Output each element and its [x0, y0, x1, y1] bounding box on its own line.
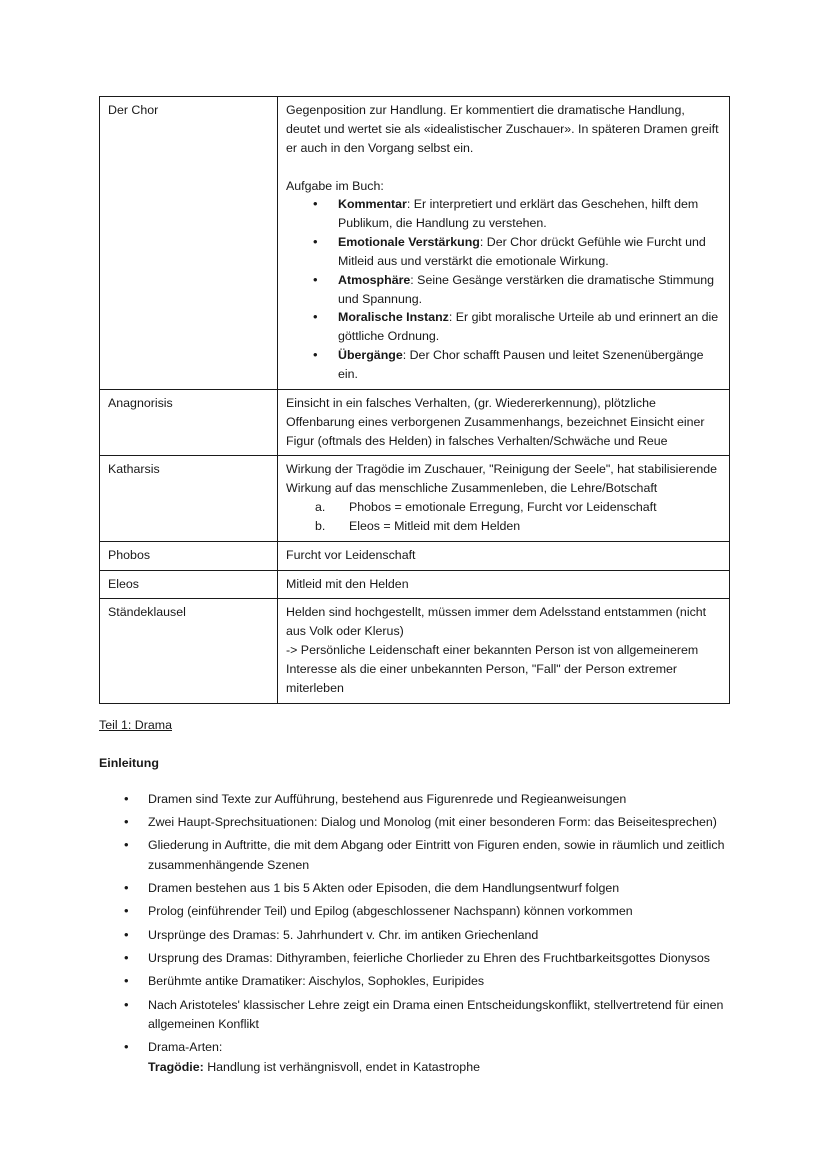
list-item: • Prolog (einführender Teil) und Epilog (abgeschlossener Nachspann) können vorkommen	[99, 902, 749, 921]
table-row	[100, 389, 730, 456]
introduction-bullet-list	[99, 790, 749, 1077]
term-label: Der Chor	[108, 103, 159, 117]
glossary-table	[99, 96, 730, 704]
table-cell-term	[100, 389, 278, 456]
table-cell-term	[100, 599, 278, 703]
list-item	[286, 271, 722, 309]
bullet-label: Atmosphäre	[338, 272, 411, 287]
bullet-text: : Er interpretiert und erklärt das Geschehen, hilft dem Publikum, die Handlung zu verstehen.	[338, 197, 699, 231]
table-cell-definition	[278, 570, 730, 599]
list-item: • Zwei Haupt-Sprechsituationen: Dialog und Monolog (mit einer besonderen Form: das Beiseitesprechen)	[99, 813, 749, 832]
table-cell-definition	[278, 599, 730, 703]
paragraph-spacer	[286, 158, 722, 177]
table-row	[100, 599, 730, 703]
table-cell-definition	[278, 389, 730, 456]
term-label: Katharsis	[108, 462, 160, 477]
bullet-text: : Der Chor schafft Pausen und leitet Szenenübergänge ein.	[338, 348, 704, 381]
definition-text: Wirkung der Tragödie im Zuschauer, "Reinigung der Seele", hat stabilisierende Wirkung auf das menschliche Zusammenleben, die Lehre/Botschaft	[286, 462, 717, 496]
bullet-label: Übergänge	[338, 348, 403, 363]
list-item: Eleos = Mitleid mit dem Helden	[349, 518, 521, 533]
table-cell-definition	[278, 456, 730, 541]
definition-text: Furcht vor Leidenschaft	[286, 547, 416, 562]
table-row	[100, 541, 730, 570]
table-row	[100, 456, 730, 541]
table-cell-term	[100, 570, 278, 599]
term-label: Phobos	[108, 547, 151, 562]
definition-text: Helden sind hochgestellt, müssen immer dem Adelsstand entstammen (nicht aus Volk oder Klerus)	[286, 605, 707, 639]
list-item: • Dramen bestehen aus 1 bis 5 Akten oder Episoden, die dem Handlungsentwurf folgen	[99, 879, 749, 898]
drama-section	[99, 716, 749, 1081]
list-item	[286, 233, 722, 271]
bullet-label: Moralische Instanz	[338, 310, 449, 325]
list-item	[286, 195, 722, 233]
term-label: Ständeklausel	[108, 605, 186, 620]
part-title: Teil 1: Drama	[99, 718, 172, 732]
section-heading: Einleitung	[99, 756, 159, 771]
bullet-label: Kommentar	[338, 197, 407, 212]
list-item: Phobos = emotionale Erregung, Furcht vor Leidenschaft	[349, 500, 657, 515]
drama-type-text: Handlung ist verhängnisvoll, endet in Katastrophe	[203, 1059, 480, 1074]
bullet-text: Drama-Arten:	[148, 1040, 223, 1055]
definition-text: Einsicht in ein falsches Verhalten, (gr. Wiedererkennung), plötzliche Offenbarung eines verborgenen Zusammenhangs, bezeichnet Einsicht einer Figur (oftmals des Helden) in falsches Verhalten/Schwäche und Reue	[286, 395, 705, 448]
list-item: • Gliederung in Auftritte, die mit dem Abgang oder Eintritt von Figuren enden, sowie in räumlich und zeitlich zusammenhängende Szenen	[99, 836, 749, 875]
bullet-text: : Der Chor drückt Gefühle wie Furcht und Mitleid aus und verstärkt die emotionale Wirkung.	[338, 235, 706, 268]
list-item: • Ursprung des Dramas: Dithyramben, feierliche Chorlieder zu Ehren des Fruchtbarkeitsgottes Dionysos	[99, 949, 749, 968]
table-cell-term	[100, 541, 278, 570]
table-cell-definition	[278, 97, 730, 390]
list-item: • Dramen sind Texte zur Aufführung, bestehend aus Figurenrede und Regieanweisungen	[99, 790, 749, 809]
definition-text: Gegenposition zur Handlung. Er kommentiert die dramatische Handlung, deutet und wertet sie als «idealistischer Zuschauer». In späteren Dramen greift er auch in den Vorgang selbst ein.	[286, 103, 719, 155]
table-cell-term	[100, 456, 278, 541]
bullet-text: : Seine Gesänge verstärken die dramatische Stimmung und Spannung.	[338, 272, 715, 306]
definition-text-secondary: -> Persönliche Leidenschaft einer bekannten Person ist von allgemeinerem Interesse als die einer unbekannten Person, "Fall" der Person extremer miterleben	[286, 643, 699, 695]
definition-bullet-list	[286, 195, 722, 383]
list-item	[286, 346, 722, 384]
bullet-text: : Er gibt moralische Urteile ab und erinnert an die göttliche Ordnung.	[338, 310, 719, 344]
table-cell-term	[100, 97, 278, 390]
table-row	[100, 570, 730, 599]
bullet-label: Emotionale Verstärkung	[338, 235, 480, 250]
table-row	[100, 97, 730, 390]
definition-alpha-list	[286, 498, 722, 536]
list-item: • Nach Aristoteles' klassischer Lehre zeigt ein Drama einen Entscheidungskonflikt, stellvertretend für einen allgemeinen Konflikt	[99, 996, 749, 1035]
definition-text: Mitleid mit den Helden	[286, 576, 409, 591]
drama-type-line	[148, 1058, 749, 1077]
list-item	[99, 1038, 749, 1077]
term-label: Eleos	[108, 576, 139, 591]
list-item: • Berühmte antike Dramatiker: Aischylos, Sophokles, Euripides	[99, 972, 749, 991]
definition-subheading: Aufgabe im Buch:	[286, 178, 384, 193]
term-label: Anagnorisis	[108, 395, 173, 410]
list-item: • Ursprünge des Dramas: 5. Jahrhundert v. Chr. im antiken Griechenland	[99, 926, 749, 945]
list-item	[286, 308, 722, 346]
table-cell-definition	[278, 541, 730, 570]
drama-type-label: Tragödie:	[148, 1059, 204, 1074]
